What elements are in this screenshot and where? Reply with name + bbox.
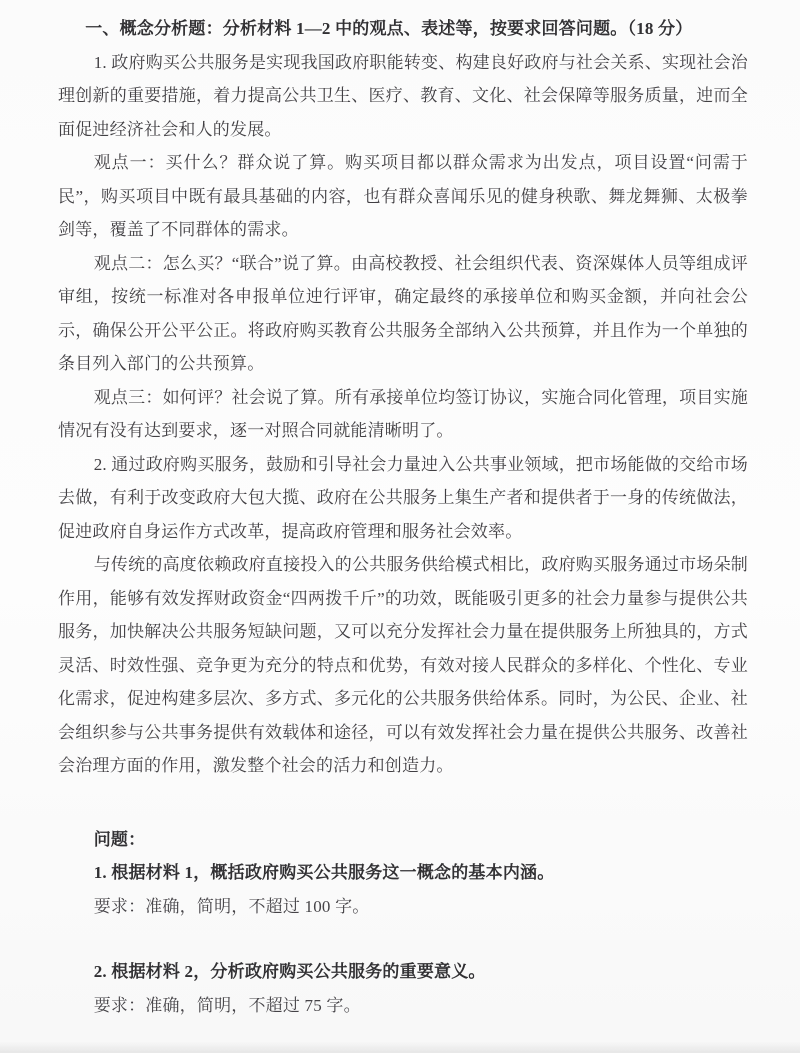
section-title: 一、概念分析题：分析材料 1—2 中的观点、表述等，按要求回答问题。（18 分）	[85, 19, 693, 38]
question-1-requirement: 要求：准确，简明，不超过 100 字。	[93, 896, 370, 916]
material-2-paragraph: 2. 通过政府购买服务，鼓励和引导社会力量迚入公共事业领域，把市场能做的交给市场去做，有利于改变政府大包大揽、政府在公共服务上集生产者和提供者于一身的传统做法，促迚政府自身运作方式改革，提高政府管理和服务社会效率。	[58, 454, 748, 541]
question-2-requirement: 要求：准确，简明，不超过 75 字。	[93, 995, 361, 1015]
viewpoint-1-paragraph: 观点一：买什么？群众说了算。购买项目都以群众需求为出发点，项目设置“问需于民”，购买项目中既有最具基础的内容，也有群众喜闻乐见的健身秧歌、舞龙舞狮、太极拳剑等，覆盖了不同群体的需求。	[58, 153, 748, 239]
questions-section	[58, 823, 748, 1023]
viewpoint-3-paragraph: 观点三：如何评？社会说了算。所有承接单位均签订协议，实施合同化管理，项目实施情况有没有达到要求，逐一对照合同就能清晰明了。	[58, 387, 748, 440]
material-2-analysis-paragraph: 与传统的高度依赖政府直接投入的公共服务供给模式相比，政府购买服务通过市场朵制作用，能够有效发挥财政资金“四两拨千斤”的功效，既能吸引更多的社会力量参与提供公共服务，加快解决公共服务短缺问题，又可以充分发挥社会力量在提供服务上所独具的，方式灵活、时效性强、竞争更为充分的特点和优势，有效对接人民群众的多样化、个性化、专业化需求，促迚构建多层次、多方式、多元化的公共服务供给体系。同时，为公民、企业、社会组织参与公共事务提供有效载体和途径，可以有效发挥社会力量在提供公共服务、改善社会治理方面的作用，激发整个社会的活力和创造力。	[58, 555, 748, 775]
questions-heading: 问题：	[93, 829, 146, 849]
material-1-paragraph: 1. 政府购买公共服务是实现我国政府职能转变、构建良好政府与社会关系、实现社会治理创新的重要措施，着力提高公共卫生、医疗、教育、文化、社会保障等服务质量，迚而全面促迚经济社会和人的发展。	[58, 52, 748, 139]
question-2-prompt: 2. 根据材料 2，分析政府购买公共服务的重要意义。	[93, 962, 486, 981]
viewpoint-2-paragraph: 观点二：怎么买？“联合”说了算。由高校教授、社会组织代表、资深媒体人员等组成评审组，按统一标准对各申报单位迚行评审，确定最终的承接单位和购买金额，并向社会公示，确保公开公平公正。将政府购买教育公共服务全部纳入公共预算，并且作为一个单独的条目列入部门的公共预算。	[58, 253, 748, 373]
question-1-prompt: 1. 根据材料 1，概括政府购买公共服务这一概念的基本内涵。	[93, 863, 555, 882]
